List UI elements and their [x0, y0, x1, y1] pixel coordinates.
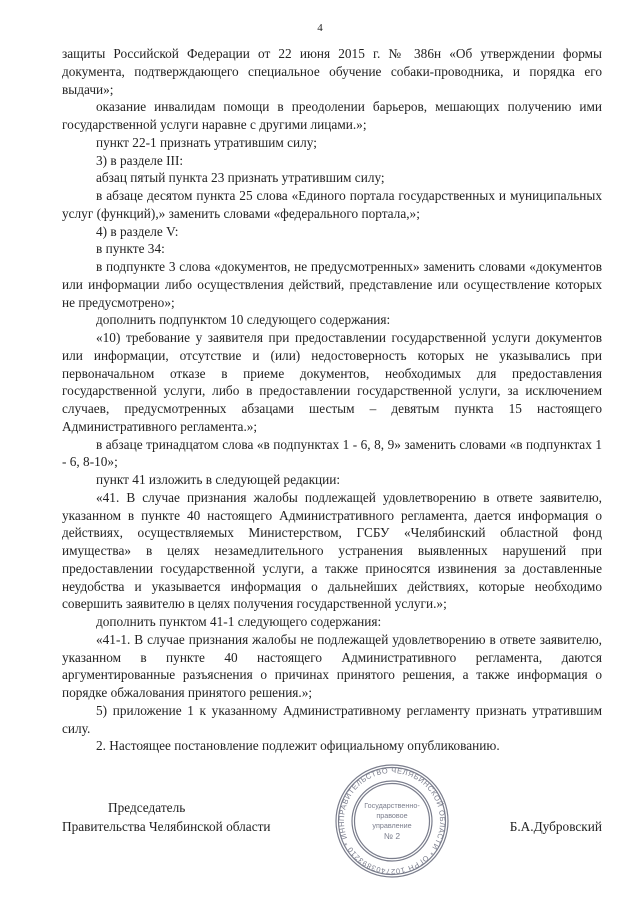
paragraph: дополнить подпунктом 10 следующего содержания:: [96, 312, 391, 328]
paragraph: в подпункте 3 слова «документов, не предусмотренных» заменить словами «документов или информации либо осуществления действий, представление или осуществление которых не предусмотрено»;: [62, 259, 602, 310]
paragraph: «10) требование у заявителя при предоставлении государственной услуги документов или информации, отсутствие и (или) недостоверность которых не указывались при первоначальном отказе в приеме документов, необходимых для предоставления государственной услуги, либо в предоставлении государственной услуги, за исключением случаев, предусмотренных абзацами шестым – девятым пункта 15 настоящего Административного регламента.»;: [62, 330, 602, 434]
seal-center-line3: управление: [372, 821, 412, 830]
paragraph: в пункте 34:: [96, 241, 165, 257]
paragraph: защиты Российской Федерации от 22 июня 2015 г. № 386н «Об утверждении формы документа, подтверждающего специальное обучение собаки-проводника, и порядка его выдачи»;: [62, 46, 602, 97]
paragraph: «41. В случае признания жалобы подлежащей удовлетворению в ответе заявителю, указанном в пункте 40 настоящего Административного регламента, дается информация о действиях, осуществляемых Министерством, ГСБУ «Челябинский областной фонд имущества» в целях незамедлительного устранения выявленных нарушений при предоставлении государственной услуги, а также приносятся извинения за доставленные неудобства и указывается информация о дальнейших действиях, которые необходимо совершить заявителю в целях получения государственной услуги.»;: [62, 489, 602, 612]
signatory-title-line2: Правительства Челябинской области: [62, 819, 271, 834]
seal-graphic: [333, 762, 451, 880]
signature-block: [62, 799, 602, 859]
document-body: [62, 45, 602, 755]
seal-center-line4: № 2: [383, 831, 401, 841]
page-number: 4: [317, 22, 323, 34]
signatory-name: Б.А.Дубровский: [509, 819, 602, 834]
seal-center-line2: правовое: [376, 811, 408, 820]
official-seal-stamp: [333, 762, 451, 880]
paragraph: пункт 22-1 признать утратившим силу;: [96, 134, 317, 150]
paragraph: пункт 41 изложить в следующей редакции:: [96, 472, 341, 487]
seal-outer-text: ПРАВИТЕЛЬСТВО ЧЕЛЯБИНСКОЙ ОБЛАСТИ * ОГРН 1027403893210 * ИНН: [336, 765, 448, 877]
signatory-title-line1: Председатель: [108, 800, 186, 815]
paragraph: оказание инвалидам помощи в преодолении барьеров, мешающих получению ими государственной услуги наравне с другими лицами.»;: [62, 99, 602, 132]
paragraph: в абзаце тринадцатом слова «в подпунктах 1 - 6, 8, 9» заменить словами «в подпунктах 1 - 6, 8-10»;: [62, 436, 602, 470]
paragraph: дополнить пунктом 41-1 следующего содержания:: [96, 614, 382, 629]
paragraph: 5) приложение 1 к указанному Административному регламенту признать утратившим силу.: [62, 702, 602, 736]
paragraph: «41-1. В случае признания жалобы не подлежащей удовлетворению в ответе заявителю, указанном в пункте 40 настоящего Административного регламента, даются аргументированные разъяснения о причинах принятого решения, а также информация о порядке обжалования принятого решения.»;: [62, 631, 602, 700]
paragraph: 4) в разделе V:: [96, 223, 179, 239]
seal-center-line1: Государственно-: [364, 801, 420, 810]
paragraph: 3) в разделе III:: [96, 152, 184, 168]
paragraph: абзац пятый пункта 23 признать утратившим силу;: [96, 170, 385, 186]
paragraph: 2. Настоящее постановление подлежит официальному опубликованию.: [96, 738, 500, 754]
paragraph: в абзаце десятом пункта 25 слова «Единого портала государственных и муниципальных услуг (функций),» заменить словами «федерального портала,»;: [62, 188, 602, 221]
